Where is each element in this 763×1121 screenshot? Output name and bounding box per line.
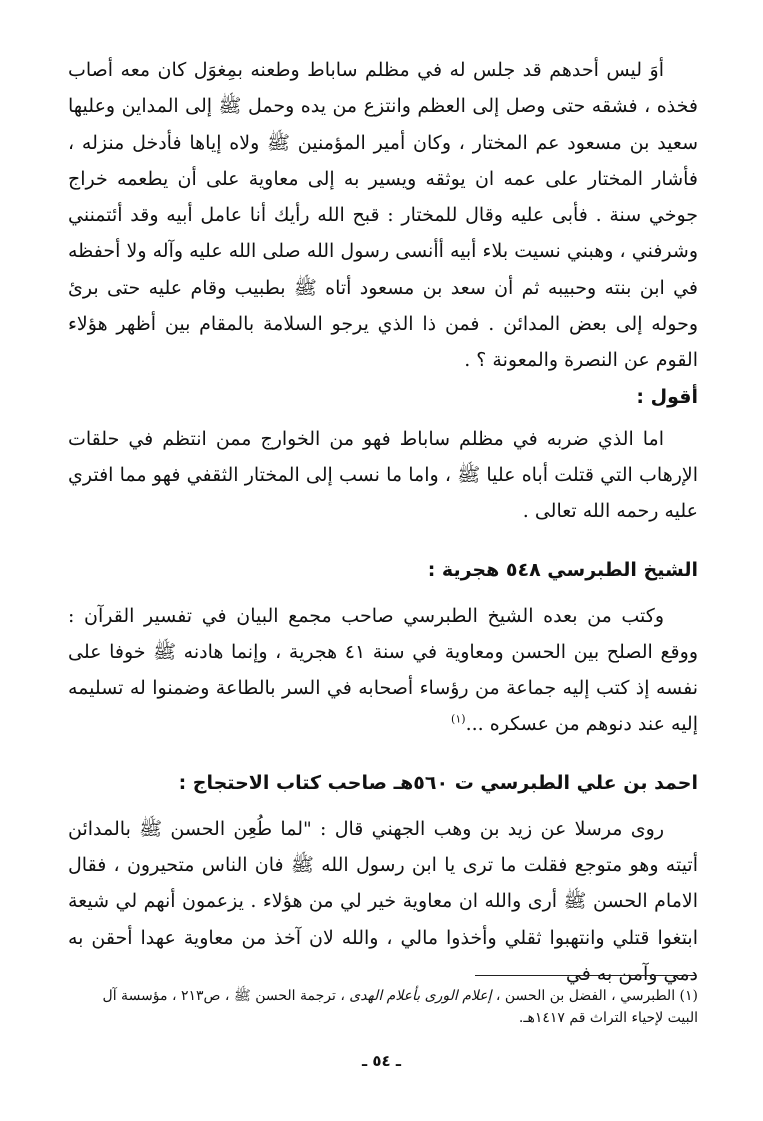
page-number: ـ ٥٤ ـ [361,1052,402,1070]
footnote-source: (١) الطبرسي ، الفضل بن الحسن ، [491,988,698,1004]
paragraph-zayd-narration: روى مرسلا عن زيد بن وهب الجهني قال : "لما طُعِن الحسن ﷺ بالمدائن أتيته وهو متوجع فقلت ما ترى يا ابن رسول الله ﷺ فان الناس متحيرون ، فقال الامام الحسن ﷺ أرى والله ان معاوية خير لي من هؤلاء . يزعمون أنهم لي شيعة ابتغوا قتلي وانتهبوا ثقلي وأخذوا مالي ، والله لان آخذ من معاوية عهدا أحقن به دمي وآمن به في [68,817,698,985]
paragraph-muktar: أوَ ليس أحدهم قد جلس له في مظلم ساباط وطعنه بمِغوَل كان معه أصاب فخذه ، فشقه حتى وصل إلى العظم وانتزع من يده وحمل ﷺ إلى المداين وعليها سعيد بن مسعود عم المختار ، وكان أمير المؤمنين ﷺ ولاه إياها فأدخل منزله ، فأشار المختار على عمه ان يوثقه ويسير به إلى معاوية على أن يطعمه خراج جوخي سنة . فأبى عليه وقال للمختار : قبح الله رأيك أنا عامل أبيه وقد أئتمنني وشرفني ، وهبني نسيت بلاء أبيه أأنسى رسول الله صلى الله عليه وآله ولا أحفظه في ابن بنته وحبيبه ثم أن سعد بن مسعود أتاه ﷺ بطبيب وقام عليه حتى برئ وحوله إلى بعض المدائن . فمن ذا الذي يرجو السلامة بالمقام بين أظهر هؤلاء القوم عن النصرة والمعونة ؟ . [68,59,698,372]
footnote-book-title: إعلام الورى بأعلام الهدى [349,988,492,1004]
footnote-reference[interactable]: (١) [451,713,466,727]
page-body [68,52,698,992]
paragraph-sabat: اما الذي ضربه في مظلم ساباط فهو من الخوارج ممن انتظم في حلقات الإرهاب التي قتلت أباه عليا ﷺ ، واما ما نسب إلى المختار الثقفي فهو مما افتري عليه رحمه الله تعالى . [68,427,698,523]
heading-ihtijaj-author: احمد بن علي الطبرسي ت ٥٦٠هـ صاحب كتاب الاحتجاج : [178,771,698,794]
heading-aqool: أقول : [636,385,698,408]
paragraph-tabarsi [68,598,698,743]
footnote-divider [475,975,695,976]
footnote-details: ، ترجمة الحسن ﷺ ، ص٢١٣ ، مؤسسة آل البيت لإحياء التراث قم ١٤١٧هـ. [102,988,698,1026]
footnote [68,985,698,1029]
heading-tabarsi-548: الشيخ الطبرسي ٥٤٨ هجرية : [427,558,698,581]
paragraph-tabarsi-text: وكتب من بعده الشيخ الطبرسي صاحب مجمع البيان في تفسير القرآن : ووقع الصلح بين الحسن ومعاوية في سنة ٤١ هجرية ، وإنما هادنه ﷺ خوفا على نفسه إذ كتب إليه جماعة من رؤساء أصحابه في السر بالطاعة وضمنوا له تسليمه إليه عند دنوهم من عسكره ... [68,604,698,736]
